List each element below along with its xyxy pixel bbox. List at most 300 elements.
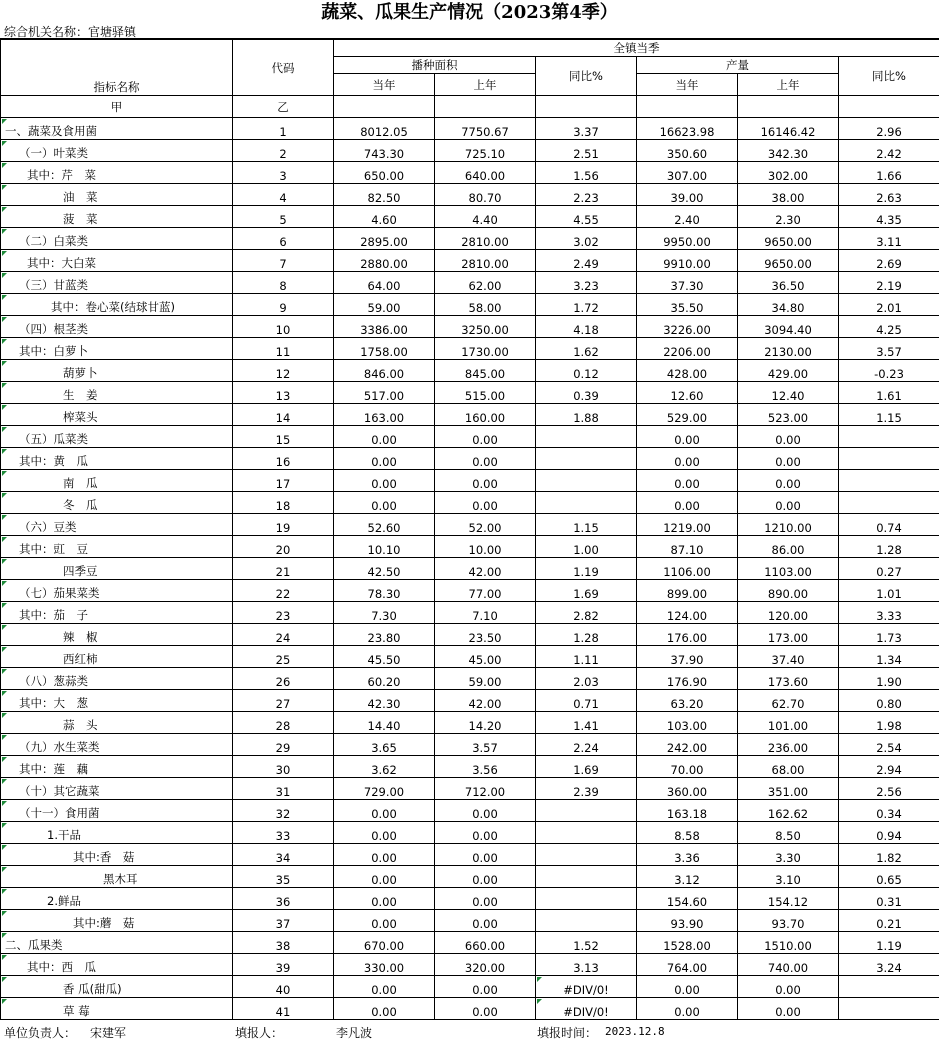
row-area-current: 1758.00: [334, 338, 435, 360]
header-town-season: 全镇当季: [334, 39, 939, 57]
row-code: 5: [233, 206, 334, 228]
row-area-yoy: 1.62: [536, 338, 637, 360]
row-code: 37: [233, 910, 334, 932]
row-indicator-name: 草 莓: [1, 998, 233, 1020]
table-row: [1, 470, 939, 492]
row-area-previous: 0.00: [435, 448, 536, 470]
row-output-previous: 154.12: [738, 888, 839, 910]
row-indicator-name: 二、瓜果类: [1, 932, 233, 954]
row-indicator-name: 其中:香 菇: [1, 844, 233, 866]
row-area-previous: 4.40: [435, 206, 536, 228]
row-output-previous: 9650.00: [738, 250, 839, 272]
row-indicator-name: 四季豆: [1, 558, 233, 580]
row-output-yoy: [839, 976, 939, 998]
row-area-current: 60.20: [334, 668, 435, 690]
row-area-yoy: [536, 866, 637, 888]
row-area-yoy: [536, 844, 637, 866]
table-row: [1, 426, 939, 448]
row-output-current: 9950.00: [637, 228, 738, 250]
table-row: [1, 646, 939, 668]
table-row: [1, 206, 939, 228]
table-row: [1, 118, 939, 140]
row-code: 2: [233, 140, 334, 162]
row-code: 22: [233, 580, 334, 602]
row-area-current: 0.00: [334, 866, 435, 888]
row-area-current: 0.00: [334, 448, 435, 470]
row-output-yoy: 4.35: [839, 206, 939, 228]
table-row: [1, 602, 939, 624]
row-output-yoy: 0.80: [839, 690, 939, 712]
row-output-yoy: 1.73: [839, 624, 939, 646]
row-code: 35: [233, 866, 334, 888]
row-indicator-name: 蒜 头: [1, 712, 233, 734]
row-area-current: 743.30: [334, 140, 435, 162]
header-sown-area: 播种面积: [334, 57, 536, 74]
header-output-previous: 上年: [738, 74, 839, 96]
row-area-previous: 62.00: [435, 272, 536, 294]
row-output-current: 16623.98: [637, 118, 738, 140]
row-area-yoy: [536, 426, 637, 448]
row-area-yoy: 2.51: [536, 140, 637, 162]
row-area-previous: 23.50: [435, 624, 536, 646]
row-output-current: 242.00: [637, 734, 738, 756]
row-area-yoy: 1.41: [536, 712, 637, 734]
row-output-current: 0.00: [637, 976, 738, 998]
row-indicator-name: （十）其它蔬菜: [1, 778, 233, 800]
row-output-yoy: 0.31: [839, 888, 939, 910]
row-area-yoy: 0.71: [536, 690, 637, 712]
row-output-yoy: [839, 426, 939, 448]
row-output-previous: 37.40: [738, 646, 839, 668]
row-output-current: 3226.00: [637, 316, 738, 338]
row-area-previous: 725.10: [435, 140, 536, 162]
row-area-yoy: [536, 800, 637, 822]
table-row: [1, 624, 939, 646]
row-area-previous: 0.00: [435, 800, 536, 822]
table-row: [1, 668, 939, 690]
row-output-yoy: [839, 470, 939, 492]
row-output-previous: 68.00: [738, 756, 839, 778]
row-output-yoy: 2.96: [839, 118, 939, 140]
row-area-previous: 845.00: [435, 360, 536, 382]
table-row: [1, 162, 939, 184]
row-output-current: 37.30: [637, 272, 738, 294]
row-area-current: 52.60: [334, 514, 435, 536]
row-indicator-name: 葫萝卜: [1, 360, 233, 382]
row-area-previous: 0.00: [435, 866, 536, 888]
row-indicator-name: 其中：芹 菜: [1, 162, 233, 184]
empty-cell: [839, 96, 939, 118]
row-area-yoy: [536, 492, 637, 514]
row-output-current: 0.00: [637, 426, 738, 448]
row-indicator-name: （一）叶菜类: [1, 140, 233, 162]
row-output-current: 176.90: [637, 668, 738, 690]
row-code: 18: [233, 492, 334, 514]
row-area-previous: 1730.00: [435, 338, 536, 360]
row-output-current: 529.00: [637, 404, 738, 426]
row-area-previous: 58.00: [435, 294, 536, 316]
row-area-current: 2880.00: [334, 250, 435, 272]
row-area-current: 42.50: [334, 558, 435, 580]
row-area-current: 4.60: [334, 206, 435, 228]
row-area-current: 0.00: [334, 492, 435, 514]
row-area-yoy: 1.11: [536, 646, 637, 668]
row-code: 17: [233, 470, 334, 492]
row-output-yoy: 1.01: [839, 580, 939, 602]
row-area-yoy: 3.37: [536, 118, 637, 140]
header-area-yoy: 同比%: [536, 57, 637, 96]
row-output-previous: 1103.00: [738, 558, 839, 580]
row-area-yoy: 4.55: [536, 206, 637, 228]
row-output-yoy: 0.21: [839, 910, 939, 932]
empty-cell: [435, 96, 536, 118]
row-area-current: 3.65: [334, 734, 435, 756]
row-indicator-name: 其中:蘑 菇: [1, 910, 233, 932]
row-area-current: 0.00: [334, 910, 435, 932]
row-indicator-name: （十一）食用菌: [1, 800, 233, 822]
table-row: [1, 822, 939, 844]
table-row: [1, 228, 939, 250]
table-row: [1, 910, 939, 932]
row-output-yoy: 0.27: [839, 558, 939, 580]
row-output-yoy: 1.90: [839, 668, 939, 690]
row-code: 26: [233, 668, 334, 690]
empty-cell: [334, 96, 435, 118]
row-output-current: 764.00: [637, 954, 738, 976]
table-row: [1, 492, 939, 514]
header-row-jia-yi: [1, 96, 939, 118]
row-indicator-name: 西红柿: [1, 646, 233, 668]
row-area-current: 59.00: [334, 294, 435, 316]
row-code: 8: [233, 272, 334, 294]
row-area-previous: 0.00: [435, 888, 536, 910]
row-area-previous: 42.00: [435, 690, 536, 712]
row-output-yoy: 2.01: [839, 294, 939, 316]
row-area-current: 0.00: [334, 844, 435, 866]
row-output-current: 124.00: [637, 602, 738, 624]
row-output-yoy: 3.57: [839, 338, 939, 360]
row-area-previous: 2810.00: [435, 250, 536, 272]
row-output-yoy: 3.24: [839, 954, 939, 976]
row-area-current: 8012.05: [334, 118, 435, 140]
row-output-previous: 236.00: [738, 734, 839, 756]
table-row: [1, 866, 939, 888]
row-code: 19: [233, 514, 334, 536]
row-output-previous: 0.00: [738, 976, 839, 998]
row-indicator-name: 其中：白萝卜: [1, 338, 233, 360]
row-area-current: 163.00: [334, 404, 435, 426]
table-row: [1, 360, 939, 382]
row-area-yoy: 1.69: [536, 580, 637, 602]
row-area-previous: 3.57: [435, 734, 536, 756]
row-indicator-name: （八）葱蒜类: [1, 668, 233, 690]
row-area-current: 3.62: [334, 756, 435, 778]
row-code: 24: [233, 624, 334, 646]
row-output-previous: 38.00: [738, 184, 839, 206]
production-table: [0, 38, 939, 1020]
row-area-yoy: 1.52: [536, 932, 637, 954]
page-title: 蔬菜、瓜果生产情况（2023第4季）: [0, 0, 939, 26]
row-output-previous: 16146.42: [738, 118, 839, 140]
row-indicator-name: （二）白菜类: [1, 228, 233, 250]
row-area-yoy: 1.15: [536, 514, 637, 536]
row-output-previous: 0.00: [738, 426, 839, 448]
table-row: [1, 316, 939, 338]
row-area-previous: 77.00: [435, 580, 536, 602]
row-area-yoy: 2.24: [536, 734, 637, 756]
row-output-previous: 523.00: [738, 404, 839, 426]
row-output-current: 3.12: [637, 866, 738, 888]
row-output-yoy: 1.98: [839, 712, 939, 734]
row-area-previous: 80.70: [435, 184, 536, 206]
footer-date-value: 2023.12.8: [605, 1025, 665, 1038]
row-output-previous: 0.00: [738, 470, 839, 492]
row-output-previous: 101.00: [738, 712, 839, 734]
row-area-yoy: 3.13: [536, 954, 637, 976]
table-row: [1, 844, 939, 866]
row-output-previous: 351.00: [738, 778, 839, 800]
row-code: 20: [233, 536, 334, 558]
row-area-current: 2895.00: [334, 228, 435, 250]
row-area-previous: 0.00: [435, 492, 536, 514]
row-indicator-name: 油 菜: [1, 184, 233, 206]
header-output: 产量: [637, 57, 839, 74]
row-indicator-name: （七）茄果菜类: [1, 580, 233, 602]
table-row: [1, 140, 939, 162]
row-area-yoy: #DIV/0!: [536, 976, 637, 998]
table-row: [1, 382, 939, 404]
row-output-previous: 302.00: [738, 162, 839, 184]
row-output-yoy: 2.54: [839, 734, 939, 756]
row-area-yoy: #DIV/0!: [536, 998, 637, 1020]
row-area-current: 729.00: [334, 778, 435, 800]
row-area-yoy: 1.88: [536, 404, 637, 426]
row-output-previous: 890.00: [738, 580, 839, 602]
row-output-current: 0.00: [637, 470, 738, 492]
row-area-current: 517.00: [334, 382, 435, 404]
row-area-previous: 42.00: [435, 558, 536, 580]
row-area-current: 7.30: [334, 602, 435, 624]
row-area-yoy: 1.72: [536, 294, 637, 316]
row-output-previous: 173.00: [738, 624, 839, 646]
row-output-current: 37.90: [637, 646, 738, 668]
row-output-previous: 1510.00: [738, 932, 839, 954]
row-area-current: 23.80: [334, 624, 435, 646]
row-area-current: 0.00: [334, 976, 435, 998]
row-area-previous: 640.00: [435, 162, 536, 184]
table-row: [1, 514, 939, 536]
table-row: [1, 448, 939, 470]
row-code: 23: [233, 602, 334, 624]
row-output-current: 8.58: [637, 822, 738, 844]
row-output-previous: 1210.00: [738, 514, 839, 536]
footer: [0, 1022, 939, 1040]
table-row: [1, 998, 939, 1020]
row-output-current: 0.00: [637, 448, 738, 470]
row-code: 33: [233, 822, 334, 844]
row-area-yoy: 1.69: [536, 756, 637, 778]
row-output-previous: 86.00: [738, 536, 839, 558]
row-area-current: 45.50: [334, 646, 435, 668]
row-output-yoy: [839, 448, 939, 470]
row-output-yoy: 2.69: [839, 250, 939, 272]
header-yi: 乙: [233, 96, 334, 118]
row-area-previous: 3250.00: [435, 316, 536, 338]
row-indicator-name: 香 瓜(甜瓜): [1, 976, 233, 998]
row-output-current: 0.00: [637, 492, 738, 514]
row-area-previous: 160.00: [435, 404, 536, 426]
table-row: [1, 756, 939, 778]
row-output-previous: 0.00: [738, 492, 839, 514]
row-output-current: 1106.00: [637, 558, 738, 580]
row-code: 4: [233, 184, 334, 206]
row-output-previous: 93.70: [738, 910, 839, 932]
row-output-yoy: 4.25: [839, 316, 939, 338]
row-output-yoy: 1.66: [839, 162, 939, 184]
header-area-current: 当年: [334, 74, 435, 96]
table-row: [1, 294, 939, 316]
table-row: [1, 734, 939, 756]
row-area-current: 0.00: [334, 888, 435, 910]
row-area-previous: 0.00: [435, 910, 536, 932]
row-area-current: 0.00: [334, 426, 435, 448]
row-code: 21: [233, 558, 334, 580]
footer-head-name: 宋建军: [90, 1024, 126, 1041]
row-area-current: 10.10: [334, 536, 435, 558]
row-code: 11: [233, 338, 334, 360]
row-indicator-name: 菠 菜: [1, 206, 233, 228]
row-code: 28: [233, 712, 334, 734]
row-output-yoy: 2.56: [839, 778, 939, 800]
row-indicator-name: 其中：大白菜: [1, 250, 233, 272]
row-code: 1: [233, 118, 334, 140]
empty-cell: [738, 96, 839, 118]
row-indicator-name: （五）瓜菜类: [1, 426, 233, 448]
row-output-yoy: -0.23: [839, 360, 939, 382]
row-output-current: 1528.00: [637, 932, 738, 954]
table-row: [1, 976, 939, 998]
row-output-previous: 2130.00: [738, 338, 839, 360]
row-indicator-name: （六）豆类: [1, 514, 233, 536]
row-output-previous: 0.00: [738, 998, 839, 1020]
row-area-current: 0.00: [334, 822, 435, 844]
row-area-yoy: [536, 448, 637, 470]
row-code: 16: [233, 448, 334, 470]
row-output-yoy: 1.34: [839, 646, 939, 668]
row-area-current: 78.30: [334, 580, 435, 602]
row-output-current: 87.10: [637, 536, 738, 558]
row-indicator-name: 其中：卷心菜(结球甘蓝): [1, 294, 233, 316]
row-output-current: 176.00: [637, 624, 738, 646]
row-indicator-name: 一、蔬菜及食用菌: [1, 118, 233, 140]
row-indicator-name: 1.干品: [1, 822, 233, 844]
row-output-yoy: 2.19: [839, 272, 939, 294]
row-code: 41: [233, 998, 334, 1020]
row-output-previous: 173.60: [738, 668, 839, 690]
row-indicator-name: 其中：豇 豆: [1, 536, 233, 558]
row-code: 15: [233, 426, 334, 448]
row-area-yoy: [536, 822, 637, 844]
row-code: 13: [233, 382, 334, 404]
row-area-yoy: 1.56: [536, 162, 637, 184]
footer-filler-name: 李凡波: [336, 1024, 372, 1041]
row-output-current: 307.00: [637, 162, 738, 184]
header-code: 代码: [233, 39, 334, 96]
row-indicator-name: 生 姜: [1, 382, 233, 404]
header-area-previous: 上年: [435, 74, 536, 96]
row-indicator-name: 冬 瓜: [1, 492, 233, 514]
row-output-yoy: 3.11: [839, 228, 939, 250]
table-row: [1, 800, 939, 822]
footer-date-label: 填报时间：: [537, 1024, 597, 1041]
row-area-previous: 7750.67: [435, 118, 536, 140]
row-output-current: 2206.00: [637, 338, 738, 360]
row-output-current: 154.60: [637, 888, 738, 910]
row-output-previous: 9650.00: [738, 228, 839, 250]
row-area-previous: 660.00: [435, 932, 536, 954]
row-area-previous: 7.10: [435, 602, 536, 624]
row-code: 10: [233, 316, 334, 338]
row-output-yoy: 1.82: [839, 844, 939, 866]
row-area-yoy: [536, 470, 637, 492]
row-area-yoy: 2.23: [536, 184, 637, 206]
row-area-yoy: 2.03: [536, 668, 637, 690]
row-output-current: 1219.00: [637, 514, 738, 536]
row-code: 27: [233, 690, 334, 712]
row-output-current: 70.00: [637, 756, 738, 778]
row-output-previous: 162.62: [738, 800, 839, 822]
row-area-previous: 320.00: [435, 954, 536, 976]
row-output-previous: 0.00: [738, 448, 839, 470]
row-output-yoy: 1.15: [839, 404, 939, 426]
row-area-current: 82.50: [334, 184, 435, 206]
row-area-current: 0.00: [334, 800, 435, 822]
table-row: [1, 404, 939, 426]
row-indicator-name: （三）甘蓝类: [1, 272, 233, 294]
row-indicator-name: 其中：莲 藕: [1, 756, 233, 778]
row-output-current: 63.20: [637, 690, 738, 712]
row-area-previous: 14.20: [435, 712, 536, 734]
row-area-current: 3386.00: [334, 316, 435, 338]
row-output-current: 3.36: [637, 844, 738, 866]
row-area-yoy: 1.00: [536, 536, 637, 558]
row-output-previous: 3.30: [738, 844, 839, 866]
row-area-previous: 0.00: [435, 844, 536, 866]
row-output-previous: 429.00: [738, 360, 839, 382]
row-output-yoy: 2.42: [839, 140, 939, 162]
row-indicator-name: 其中：黄 瓜: [1, 448, 233, 470]
footer-filler-label: 填报人：: [235, 1024, 283, 1041]
row-output-current: 103.00: [637, 712, 738, 734]
row-area-yoy: 2.49: [536, 250, 637, 272]
row-indicator-name: 黑木耳: [1, 866, 233, 888]
row-output-previous: 120.00: [738, 602, 839, 624]
row-output-current: 35.50: [637, 294, 738, 316]
row-output-current: 12.60: [637, 382, 738, 404]
row-area-previous: 10.00: [435, 536, 536, 558]
table-row: [1, 888, 939, 910]
row-output-yoy: 0.34: [839, 800, 939, 822]
row-output-previous: 34.80: [738, 294, 839, 316]
row-output-current: 163.18: [637, 800, 738, 822]
row-area-current: 42.30: [334, 690, 435, 712]
table-row: [1, 250, 939, 272]
row-indicator-name: 其中：西 瓜: [1, 954, 233, 976]
row-area-current: 670.00: [334, 932, 435, 954]
row-area-current: 0.00: [334, 470, 435, 492]
row-code: 7: [233, 250, 334, 272]
table-row: [1, 932, 939, 954]
